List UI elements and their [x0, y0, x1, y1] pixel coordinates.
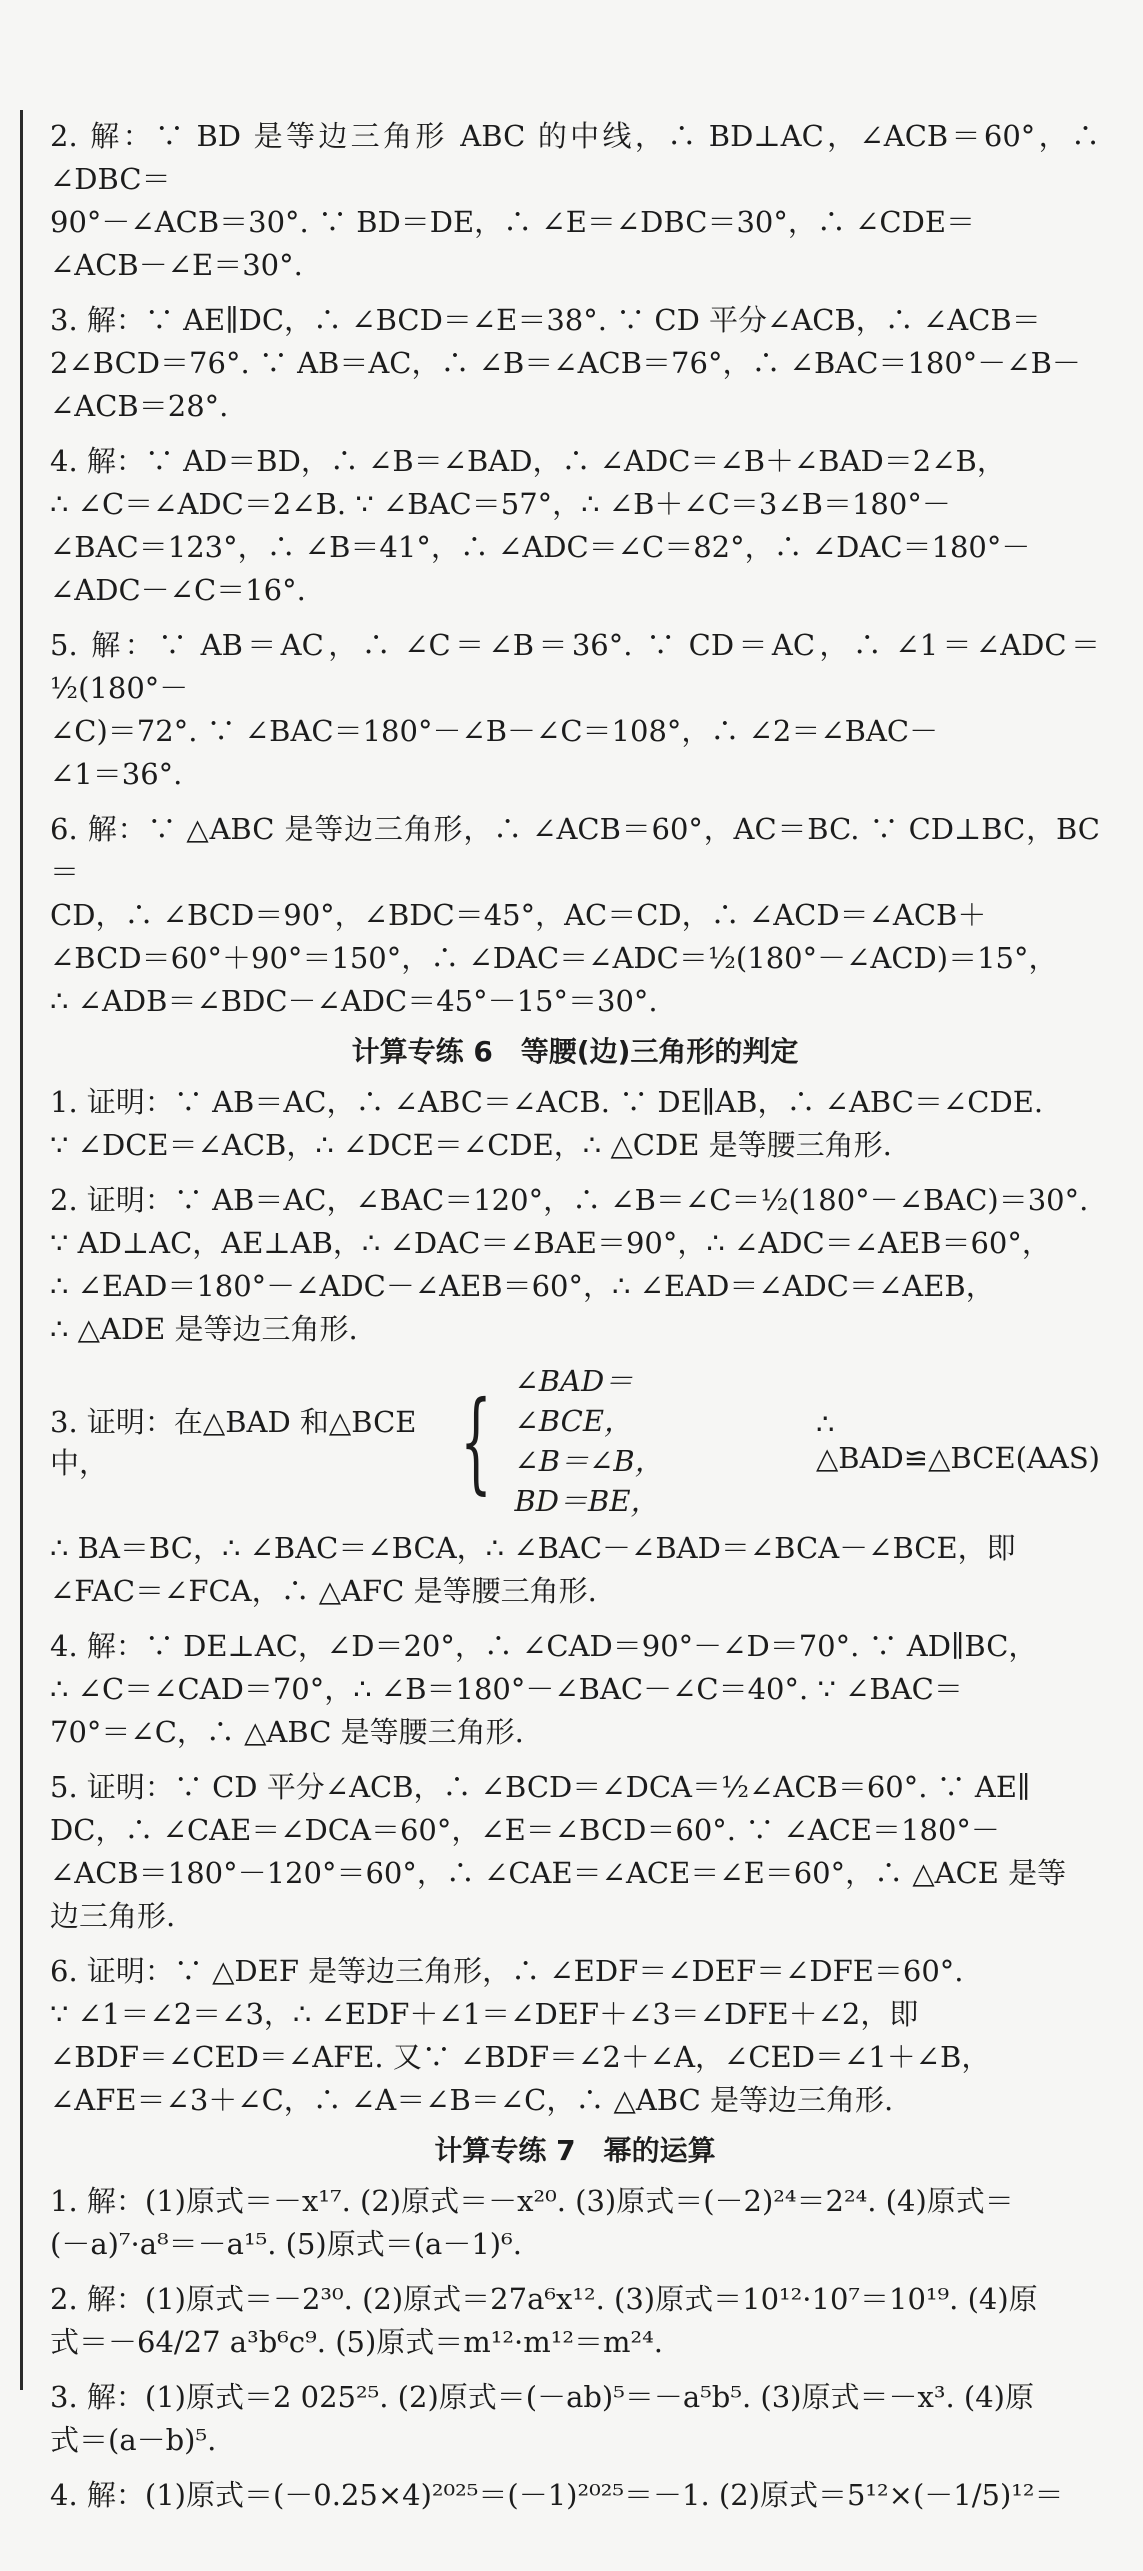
section-heading-7: 计算专练 7 幂的运算: [434, 2134, 716, 2167]
text-line: 2. 解：∵ BD 是等边三角形 ABC 的中线，∴ BD⊥AC，∠ACB＝60°，∴ ∠DBC＝: [50, 119, 1100, 196]
text-line: ∠BCD＝60°＋90°＝150°，∴ ∠DAC＝∠ADC＝½(180°－∠ACD)＝15°，: [50, 941, 1058, 975]
text-line: CD，∴ ∠BCD＝90°，∠BDC＝45°，AC＝CD，∴ ∠ACD＝∠ACB＋: [50, 898, 987, 932]
text-line: ∠AFE＝∠3＋∠C，∴ ∠A＝∠B＝∠C，∴ △ABC 是等边三角形.: [50, 2083, 894, 2117]
power-1: [50, 2180, 1100, 2266]
proof-4: [50, 1625, 1100, 1754]
text-line: ∠FAC＝∠FCA，∴ △AFC 是等腰三角形.: [50, 1574, 597, 1608]
proof-6: [50, 1950, 1100, 2122]
answer-4: [50, 440, 1100, 612]
text-line: 3. 解：(1)原式＝2 025²⁵. (2)原式＝(－ab)⁵＝－a⁵b⁵. (3)原式＝－x³. (4)原: [50, 2380, 1034, 2414]
text-line: 1. 解：(1)原式＝－x¹⁷. (2)原式＝－x²⁰. (3)原式＝(－2)²⁴＝2²⁴. (4)原式＝: [50, 2184, 1014, 2218]
text-line: 2∠BCD＝76°. ∵ AB＝AC，∴ ∠B＝∠ACB＝76°，∴ ∠BAC＝180°－∠B－: [50, 346, 1081, 380]
text-line: 2. 证明：∵ AB＝AC，∠BAC＝120°，∴ ∠B＝∠C＝½(180°－∠BAC)＝30°.: [50, 1183, 1089, 1217]
text-line: 3. 解：∵ AE∥DC，∴ ∠BCD＝∠E＝38°. ∵ CD 平分∠ACB，∴ ∠ACB＝: [50, 303, 1041, 337]
text-line: ∴ ∠C＝∠CAD＝70°，∴ ∠B＝180°－∠BAC－∠C＝40°. ∵ ∠BAC＝: [50, 1672, 963, 1706]
answer-6: [50, 808, 1100, 1023]
power-2: [50, 2278, 1100, 2364]
text-line: ∴ ∠C＝∠ADC＝2∠B. ∵ ∠BAC＝57°，∴ ∠B＋∠C＝3∠B＝180°－: [50, 487, 951, 521]
text-line: ∠BAC＝123°，∴ ∠B＝41°，∴ ∠ADC＝∠C＝82°，∴ ∠DAC＝180°－: [50, 530, 1031, 564]
text-line: 4. 解：(1)原式＝(－0.25×4)²⁰²⁵＝(－1)²⁰²⁵＝－1. (2)原式＝5¹²×(－1/5)¹²＝: [50, 2478, 1064, 2512]
text-line: ∠1＝36°.: [50, 757, 183, 791]
left-brace-icon: {: [459, 1377, 492, 1505]
text-line: 6. 证明：∵ △DEF 是等边三角形，∴ ∠EDF＝∠DEF＝∠DFE＝60°.: [50, 1954, 964, 1988]
text-line: ∠ADC－∠C＝16°.: [50, 573, 306, 607]
text-line: 70°＝∠C，∴ △ABC 是等腰三角形.: [50, 1715, 524, 1749]
text-line: ∠ACB－∠E＝30°.: [50, 248, 303, 282]
text-line: 3. 证明：在△BAD 和△BCE 中，: [50, 1405, 417, 1480]
text-line: ∴ △ADE 是等边三角形.: [50, 1312, 358, 1346]
text-line: 1. 证明：∵ AB＝AC，∴ ∠ABC＝∠ACB. ∵ DE∥AB，∴ ∠ABC＝∠CDE.: [50, 1085, 1044, 1119]
text-line: 5. 解：∵ AB＝AC，∴ ∠C＝∠B＝36°. ∵ CD＝AC，∴ ∠1＝∠ADC＝½(180°－: [50, 628, 1100, 705]
answer-3: [50, 299, 1100, 428]
text-line: ∠C)＝72°. ∵ ∠BAC＝180°－∠B－∠C＝108°，∴ ∠2＝∠BAC－: [50, 714, 939, 748]
power-3: [50, 2376, 1100, 2462]
answer-page: [50, 115, 1100, 2517]
proof-5: [50, 1766, 1100, 1938]
condition-list: [515, 1361, 727, 1521]
text-line: 4. 解：∵ DE⊥AC，∠D＝20°，∴ ∠CAD＝90°－∠D＝70°. ∵ AD∥BC，: [50, 1629, 1038, 1663]
congruence-conclusion: ∴ △BAD≌△BCE(AAS): [816, 1407, 1100, 1475]
text-line: ∠ACB＝28°.: [50, 389, 229, 423]
text-line: ∵ ∠1＝∠2＝∠3，∴ ∠EDF＋∠1＝∠DEF＋∠3＝∠DFE＋∠2，即: [50, 1997, 919, 2031]
text-line: ∴ ∠EAD＝180°－∠ADC－∠AEB＝60°，∴ ∠EAD＝∠ADC＝∠AEB，: [50, 1269, 995, 1303]
power-4: [50, 2474, 1100, 2517]
text-line: 4. 解：∵ AD＝BD，∴ ∠B＝∠BAD，∴ ∠ADC＝∠B＋∠BAD＝2∠B，: [50, 444, 1006, 478]
text-line: ∵ ∠DCE＝∠ACB，∴ ∠DCE＝∠CDE，∴ △CDE 是等腰三角形.: [50, 1128, 892, 1162]
proof-3: [50, 1527, 1100, 1613]
section-heading-6: 计算专练 6 等腰(边)三角形的判定: [351, 1035, 799, 1068]
text-line: 边三角形.: [50, 1899, 176, 1933]
answer-2: [50, 115, 1100, 287]
text-line: ∠BDF＝∠CED＝∠AFE. 又∵ ∠BDF＝∠2＋∠A，∠CED＝∠1＋∠B，: [50, 2040, 991, 2074]
text-line: ∴ BA＝BC，∴ ∠BAC＝∠BCA，∴ ∠BAC－∠BAD＝∠BCA－∠BCE，即: [50, 1531, 1016, 1565]
text-line: 式＝－64/27 a³b⁶c⁹. (5)原式＝m¹²·m¹²＝m²⁴.: [50, 2325, 663, 2359]
text-line: 90°－∠ACB＝30°. ∵ BD＝DE，∴ ∠E＝∠DBC＝30°，∴ ∠CDE＝: [50, 205, 975, 239]
text-line: (－a)⁷·a⁸＝－a¹⁵. (5)原式＝(a－1)⁶.: [50, 2227, 522, 2261]
text-line: DC，∴ ∠CAE＝∠DCA＝60°，∠E＝∠BCD＝60°. ∵ ∠ACE＝180°－: [50, 1813, 1000, 1847]
text-line: ∠ACB＝180°－120°＝60°，∴ ∠CAE＝∠ACE＝∠E＝60°，∴ △ACE 是等: [50, 1856, 1067, 1890]
text-line: 5. 证明：∵ CD 平分∠ACB，∴ ∠BCD＝∠DCA＝½∠ACB＝60°. ∵ AE∥: [50, 1770, 1031, 1804]
condition-row: BD＝BE，: [514, 1484, 660, 1518]
text-line: 6. 解：∵ △ABC 是等边三角形，∴ ∠ACB＝60°，AC＝BC. ∵ CD⊥BC，BC＝: [50, 812, 1100, 889]
text-line: 2. 解：(1)原式＝－2³⁰. (2)原式＝27a⁶x¹². (3)原式＝10¹²·10⁷＝10¹⁹. (4)原: [50, 2282, 1038, 2316]
condition-row: ∠B＝∠B，: [514, 1444, 664, 1478]
text-line: ∴ ∠ADB＝∠BDC－∠ADC＝45°－15°＝30°.: [50, 984, 658, 1018]
text-line: 式＝(a－b)⁵.: [50, 2423, 217, 2457]
answer-5: [50, 624, 1100, 796]
text-line: ∵ AD⊥AC，AE⊥AB，∴ ∠DAC＝∠BAE＝90°，∴ ∠ADC＝∠AEB＝60°，: [50, 1226, 1051, 1260]
proof-1: [50, 1081, 1100, 1167]
left-margin-rule: [20, 110, 23, 2390]
proof-2: [50, 1179, 1100, 1351]
condition-row: ∠BAD＝∠BCE，: [514, 1364, 634, 1438]
proof-3-system: [50, 1361, 1100, 1521]
